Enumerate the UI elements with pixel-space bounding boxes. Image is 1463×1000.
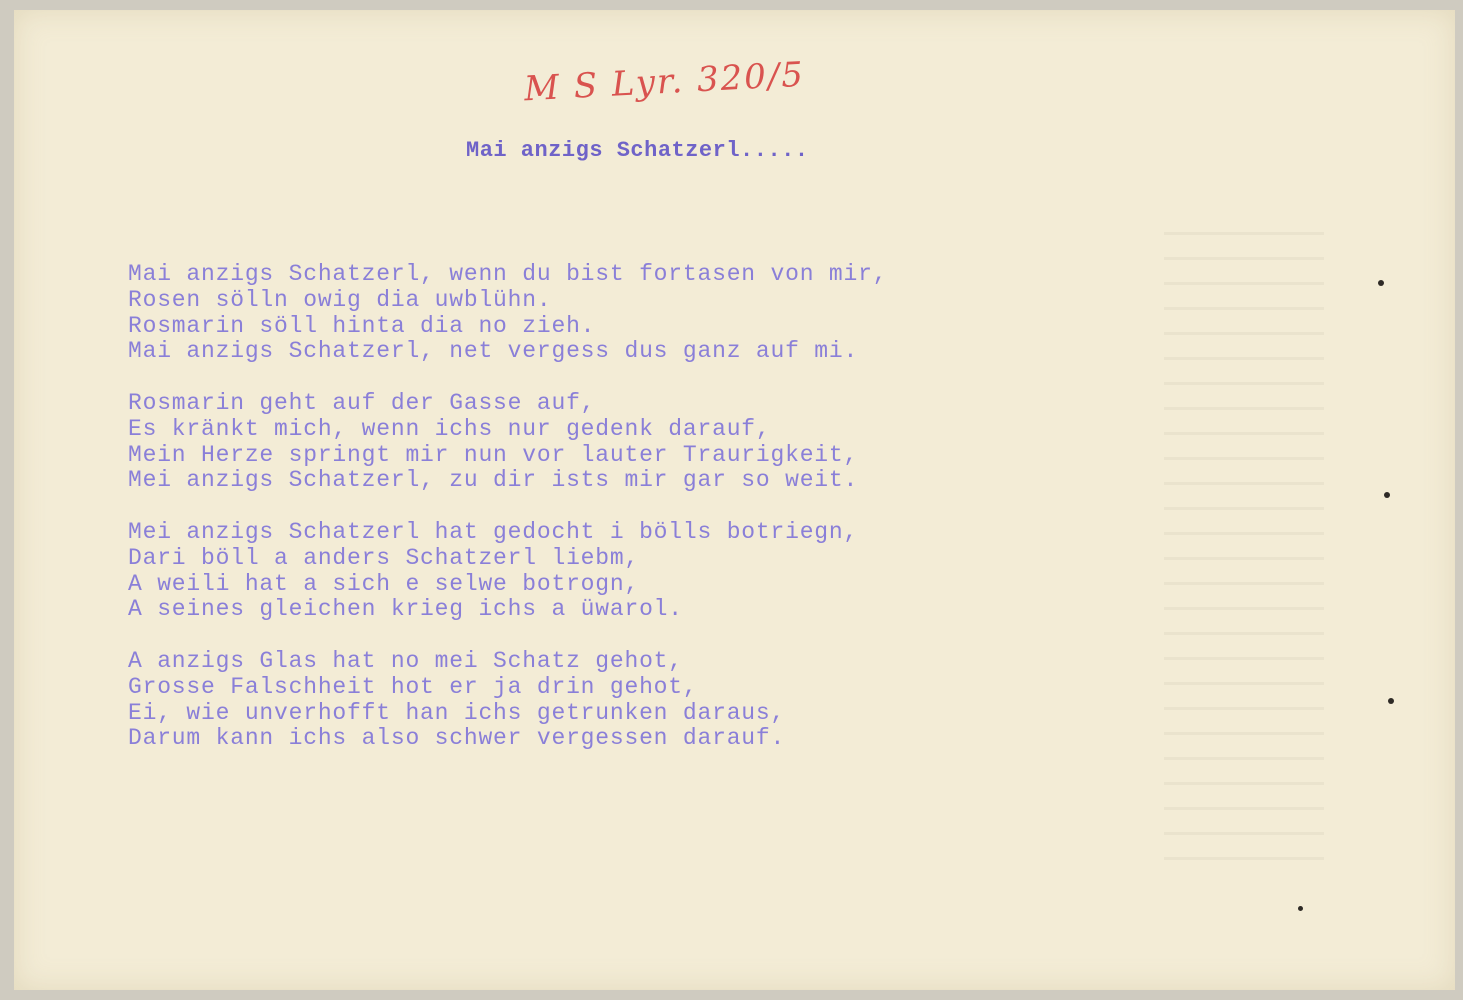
stanza-4 (128, 649, 887, 752)
poem-line: Rosmarin söll hinta dia no zieh. (128, 312, 596, 339)
poem-title: Mai anzigs Schatzerl..... (466, 138, 809, 163)
poem-line: Mai anzigs Schatzerl, net vergess dus ganz auf mi. (128, 338, 859, 365)
punch-hole-dot (1384, 492, 1390, 498)
punch-hole-dot (1298, 906, 1303, 911)
poem-line: A anzigs Glas hat no mei Schatz gehot, (128, 647, 683, 674)
stanza-3 (128, 520, 887, 623)
document-sheet (14, 10, 1455, 990)
poem-line: Dari böll a anders Schatzerl liebm, (128, 544, 640, 571)
poem-line: Rosmarin geht auf der Gasse auf, (128, 389, 596, 416)
poem-line: Es kränkt mich, wenn ichs nur gedenk darauf, (128, 415, 771, 442)
punch-hole-dot (1388, 698, 1394, 704)
stanza-1 (128, 262, 887, 365)
poem-line: Mei anzigs Schatzerl hat gedocht i bölls botriegn, (128, 518, 859, 545)
poem-line: Grosse Falschheit hot er ja drin gehot, (128, 673, 698, 700)
poem-line: Mai anzigs Schatzerl, wenn du bist fortasen von mir, (128, 261, 888, 287)
bleed-through-text (1164, 210, 1324, 860)
poem-line: A weili hat a sich e selwe botrogn, (128, 570, 640, 597)
poem-line: A seines gleichen krieg ichs a üwarol. (128, 596, 683, 623)
shelfmark-annotation: M S Lyr. 320/5 (523, 54, 806, 110)
poem-line: Darum kann ichs also schwer vergessen darauf. (128, 725, 786, 752)
poem-line: Rosen sölln owig dia uwblühn. (128, 286, 552, 313)
poem-body (128, 262, 887, 778)
punch-hole-dot (1378, 280, 1384, 286)
poem-line: Ei, wie unverhofft han ichs getrunken daraus, (128, 699, 786, 726)
poem-line: Mei anzigs Schatzerl, zu dir ists mir gar so weit. (128, 467, 859, 494)
stanza-2 (128, 391, 887, 494)
poem-line: Mein Herze springt mir nun vor lauter Traurigkeit, (128, 441, 859, 468)
